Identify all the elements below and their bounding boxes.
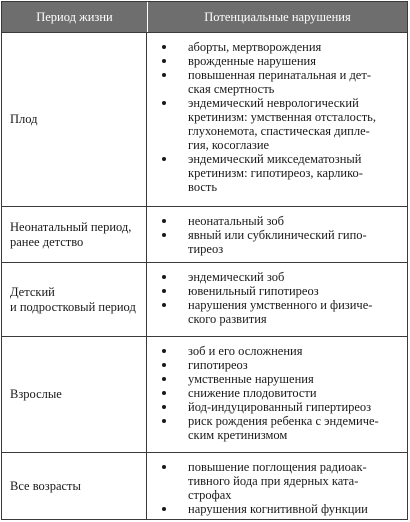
table-row-all-ages	[2, 452, 407, 519]
period-label: Детский и подростковый период	[10, 284, 136, 314]
disorder-list	[148, 33, 407, 194]
period-cell	[2, 207, 147, 262]
list-item: эндемический неврологический кретинизм: умственная отсталость, глухонемота, спастическая дипле- гия, косоглазие	[188, 96, 401, 152]
list-item: снижение плодовитости	[188, 386, 401, 400]
list-item: повышение поглощения радиоак- тивного йода при ядерных ката- строфах	[188, 460, 401, 502]
table-row-fetus	[2, 32, 407, 206]
header-period: Период жизни	[2, 2, 148, 32]
list-item: нарушения когнитивной функции	[188, 502, 401, 516]
list-item: повышенная перинатальная и дет- ская смертность	[188, 68, 401, 96]
period-cell	[2, 33, 147, 206]
table-row-neonatal	[2, 206, 407, 262]
disorder-list	[148, 263, 407, 326]
list-item: гипотиреоз	[188, 358, 401, 372]
period-label: Взрослые	[10, 387, 62, 401]
period-label: Плод	[10, 112, 38, 126]
table-row-adults	[2, 336, 407, 452]
list-item: аборты, мертворождения	[188, 40, 401, 54]
period-cell	[2, 337, 147, 452]
period-cell	[2, 453, 147, 519]
header-disorders: Потенциальные нарушения	[204, 10, 351, 24]
list-item: неонатальный зоб	[188, 214, 401, 228]
list-item: умственные нарушения	[188, 372, 401, 386]
list-item: врожденные нарушения	[188, 54, 401, 68]
period-label: Все возрасты	[10, 478, 81, 493]
list-item: нарушения умственного и физиче- ского развития	[188, 298, 401, 326]
disorders-table	[1, 1, 408, 520]
list-item: ювенильный гипотиреоз	[188, 284, 401, 298]
table-header	[2, 2, 407, 32]
list-item: эндемический микседематозный кретинизм: гипотиреоз, карлико- вость	[188, 152, 401, 194]
disorder-list	[148, 337, 407, 442]
list-item: йод-индуцированный гипертиреоз	[188, 400, 401, 414]
period-cell	[2, 263, 147, 336]
list-item: явный или субклинический гипо- тиреоз	[188, 228, 401, 256]
table-row-child	[2, 262, 407, 336]
disorder-list	[148, 207, 407, 256]
list-item: зоб и его осложнения	[188, 344, 401, 358]
disorder-list	[148, 453, 407, 516]
period-label: Неонатальный период, ранее детство	[10, 219, 132, 249]
list-item: риск рождения ребенка с эндемиче- ским кретинизмом	[188, 414, 401, 442]
list-item: эндемический зоб	[188, 270, 401, 284]
